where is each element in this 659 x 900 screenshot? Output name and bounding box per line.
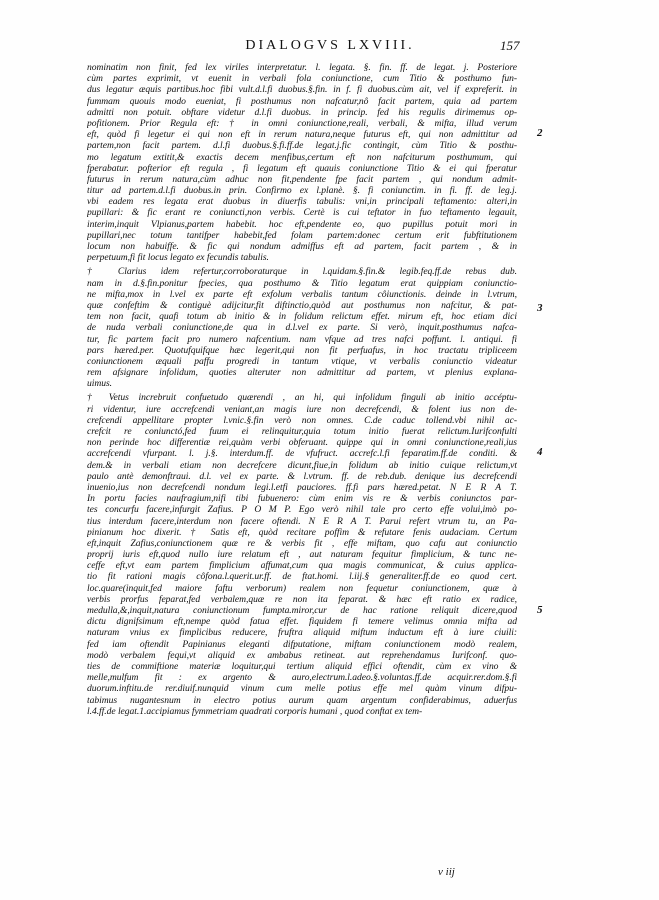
text-line: accrefcendi vfurpant. l. j.§. interdum.ff. de vfufruct. accrefc.l.fi feparatim.ff.de conditi. & [87, 448, 517, 460]
paragraph [87, 392, 517, 716]
text-line: l.4.ff.de legat.1.accipiamus fymmetriam quadrati corporis humani , quod conftat ex tem- [87, 705, 423, 717]
margin-note-4: 4 [537, 446, 543, 458]
text-line: partem,non facit partem. d.l.fi duobus.§.fi.ff.de legat.j.fic contingit, cùm Titio & posthu- [87, 140, 517, 152]
text-line: interim,inquit Vlpianus,partem habebit. hoc eft,pendente eo, quo pupillus potuit mori in [87, 218, 517, 230]
text-line: pars hæred.per. Quotufquifque hæc legerit,qui non fit perfuafus, in hoc tractatu tripliceem [87, 344, 517, 356]
margin-note-2: 2 [537, 127, 543, 139]
text-line: tabimus nugantesnum in electro potius aurum quam argentum confiderabimus, aduerfus [87, 694, 517, 706]
paragraph [87, 62, 517, 263]
text-line: naturam vnius ex fimplicibus reducere, fruftra aliquid miftum inductum eft à iure ciuili: [87, 627, 517, 639]
text-line: duorum.inftitu.de rer.diuif.nunquid vinum cum melle potius effe mel quàm vinum difpu- [87, 683, 517, 695]
text-line: pinianum hoc dixerit. † Satis eft, quòd recitare poffim & refutare fenis audaciam. Certum [87, 526, 517, 538]
signature-mark: v iij [438, 866, 455, 878]
body-text [87, 62, 517, 720]
text-line: ceffe eft,vt eam partem fimplicium affumat,cum qua magis communicat, & cuius applica- [87, 560, 517, 572]
text-line: fperabatur. pofterior eft regula , fi legatum eft quauis coniunctione Titio & ei qui fperatur [87, 162, 517, 174]
text-line: pupillari,nec totum tantifper habebit,fed folam partem:donec certum erit fubftitutionem [87, 229, 517, 241]
text-line: † Vetus increbruit confuetudo quærendi , an hi, qui infolidum finguli ab initio accéptu- [87, 392, 517, 404]
text-line: melle,mulfum fit : ex argento & auro,electrum.l.adeo.§.voluntas.ff.de acquir.rer.dom.§.fi [87, 672, 517, 684]
text-line: paulo antè demonftraui. d.l. vel ex parte. & l.vtrum. ff. de reb.dub. denique ius decrefcendi [87, 470, 517, 482]
text-line: tes concurfu facere,infurgit Zafius. P O M P. Ego verò nihil tale pro certo effe volui,imò po- [87, 504, 517, 516]
text-line: eft,inquit Zafius,coniunctionem quæ re & verbis fit , effe miftam, quo cafu aut coniunctio [87, 537, 517, 549]
text-line: modò verbalem fequi,vt aliquid ex ambabus retineat. aut reprehendamus Iurifconf. quo- [87, 649, 517, 661]
text-line: ri videntur, iure accrefcendi veniant,an magis iure non decrefcendi, & folent ius non de- [87, 403, 517, 415]
text-line: † Clarius idem refertur,corroboraturque in l.quidam.§.fin.& legib.feq.ff.de rebus dub. [87, 266, 517, 278]
text-line: de nuda verbali coniunctione,de qua in d.l.vel ex parte. Si verò, inquit,posthumus nafca- [87, 322, 517, 334]
text-line: vbi eadem res legata erat duobus in diuerfis tabulis: vni,in principali teftamento: alteri,in [87, 196, 517, 208]
text-line: pupillari: & fic erant re coniuncti,non verbis. Certè is cui teftator in fuo teftamento legauit, [87, 207, 517, 219]
text-line: In portu facies naufragium,nifi tibi fubuenero: cùm enim vis re & verbis coniunctos par- [87, 493, 517, 505]
text-line: coniunctionem æquali paffu progredi in tantum vtique, vt verbalis coniunctio videatur [87, 355, 517, 367]
page-number: 157 [500, 38, 520, 53]
page-header [0, 38, 659, 60]
text-line: locum non habuiffe. & fic qui nondum admiffus eft ad partem, facit partem , & in [87, 241, 517, 252]
text-line: inuenio,ius non decrefcendi nondum legi.l.etfi pauciores. ff.fi pars hæred.petat. N E R A T. [87, 481, 517, 493]
text-line: loc.quare(inquit,fed maiore faftu verborum) realem non fequetur coniunctionem, quæ à [87, 582, 517, 594]
text-line: quæ confeftim & contiguè adijcitur,fit diftinctio,quòd aut posthumus non nafcitur, & pat- [87, 299, 517, 311]
text-line: dus legatur æquis partibus.hoc fibi vult.d.l.fi duobus.§.fin. in f. fi duobus.cùm ait, vel if expreferit. in [87, 84, 517, 96]
text-line: futurus in rerum natura,cùm adhuc non fit,pendente fpe facit partem , qui nondum admit- [87, 173, 517, 185]
text-line: tius interdum facere,interdum non facere oftendi. N E R A T. Parui refert vtrum tu, an Pa- [87, 515, 517, 527]
text-line: rem afsignare infolidum, quoties alteruter non admittitur ad partem, vt plenius explana- [87, 367, 517, 379]
text-line: tur, fic partem facit pro numero nafcentium. nam vfque ad tres nafci poffunt. l. antiqui. fi [87, 333, 517, 345]
margin-note-5: 5 [537, 604, 543, 616]
text-line: uimus. [87, 378, 113, 390]
text-line: tem non facit, quafi totum ab initio & in folidum relictum effet. mirum eft, hoc etiam dici [87, 311, 517, 323]
text-line: verbis prorfus feparat,fed verbalem,quæ re non ita feparat. & hæc eft ratio ex radice, [87, 593, 517, 605]
running-head: DIALOGVS LXVIII. [245, 38, 415, 53]
text-line: pofitionem. Prior Regula eft: † in omni coniunctione,reali, verbali, & mifta, illud verum [87, 117, 517, 129]
text-line: non perinde hoc differentiæ rei,quàm verbi obferuant. quippe qui in omni coniunctione,reali,ius [87, 437, 517, 449]
margin-note-3: 3 [537, 302, 543, 314]
text-line: titur ad partem.d.l.fi duobus.in prin. Confirmo ex l.planè. §. fi coniunctim. in fi. ff. de leg.j. [87, 185, 517, 197]
text-line: ne mifta,mox in l.vel ex parte eft exfolum verbalis tantum côiunctionis. deinde in l.vtrum, [87, 288, 517, 300]
text-line: medulla,&,inquit,natura coniunctionum fumpta.miror,cur de hac ratione reliquit dicere,quod [87, 605, 517, 616]
text-line: crefcendi appellitare propter l.vnic.§.fin verò non omnes. C.de caduc tollend.vbi nihil ac- [87, 414, 517, 426]
text-line: fummam quouis modo eueniat, fi posthumus non nafcatur,nô facit partem, quia ad partem [87, 95, 517, 107]
text-line: proprij iuris eft,quod nullo iure relatum eft , aut naturam fequitur fimplicium, & tunc ne- [87, 549, 517, 561]
paragraph [87, 266, 517, 389]
text-line: tio fit rationi magis côfona.l.querit.ur.ff. de ftat.homi. l.iij.§ generaliter.ff.de eo quod cert. [87, 571, 517, 583]
text-line: eft, quòd fi legetur ei qui non eft in rerum natura,neque futurus eft, qui non admittitur ad [87, 129, 517, 141]
text-line: admitti non potuit. obftare videtur d.l.fi duobus. in princip. fed his regulis dirimemus op- [87, 106, 517, 118]
text-line: dem.& in verbali etiam non decrefcere dicunt,fiue,in folidum ab initio cuique relictum,vt [87, 459, 517, 471]
text-line: ties de commiftione materiæ loquitur,qui tertium aliquid effici oftendit, cùm ex vino & [87, 660, 517, 672]
text-line: nam in d.§.fin.ponitur fpecies, qua posthumo & Titio legatum erat quippiam coniunctio- [87, 277, 517, 289]
text-line: cùm partes exprimit, vt euenit in verbali fola coniunctione, cum Titio & posthumo fun- [87, 73, 517, 85]
text-line: crefcit re coniunctó,fed fuum ei relinquitur,quia totum initio fuerat relictum.Iurifconfulti [87, 426, 517, 437]
text-line: nominatim non finit, fed lex viriles interpretatur. l. legata. §. fin. ff. de legat. j. Posteriore [87, 62, 517, 73]
text-line: perpetuum,fi fit locus legato ex fecundis tabulis. [87, 252, 269, 264]
text-line: dictu dignifsimum eft,nempe quòd fatua effet. fiquidem fi temere velimus omnia mifta ad [87, 616, 517, 628]
text-line: mo legatum extitit,& exactis decem menfibus,certum eft non nafciturum posthumum, qui [87, 151, 517, 163]
text-line: fed iam oftendit Papinianus eleganti difputatione, miftam coniunctionem modò realem, [87, 638, 517, 650]
